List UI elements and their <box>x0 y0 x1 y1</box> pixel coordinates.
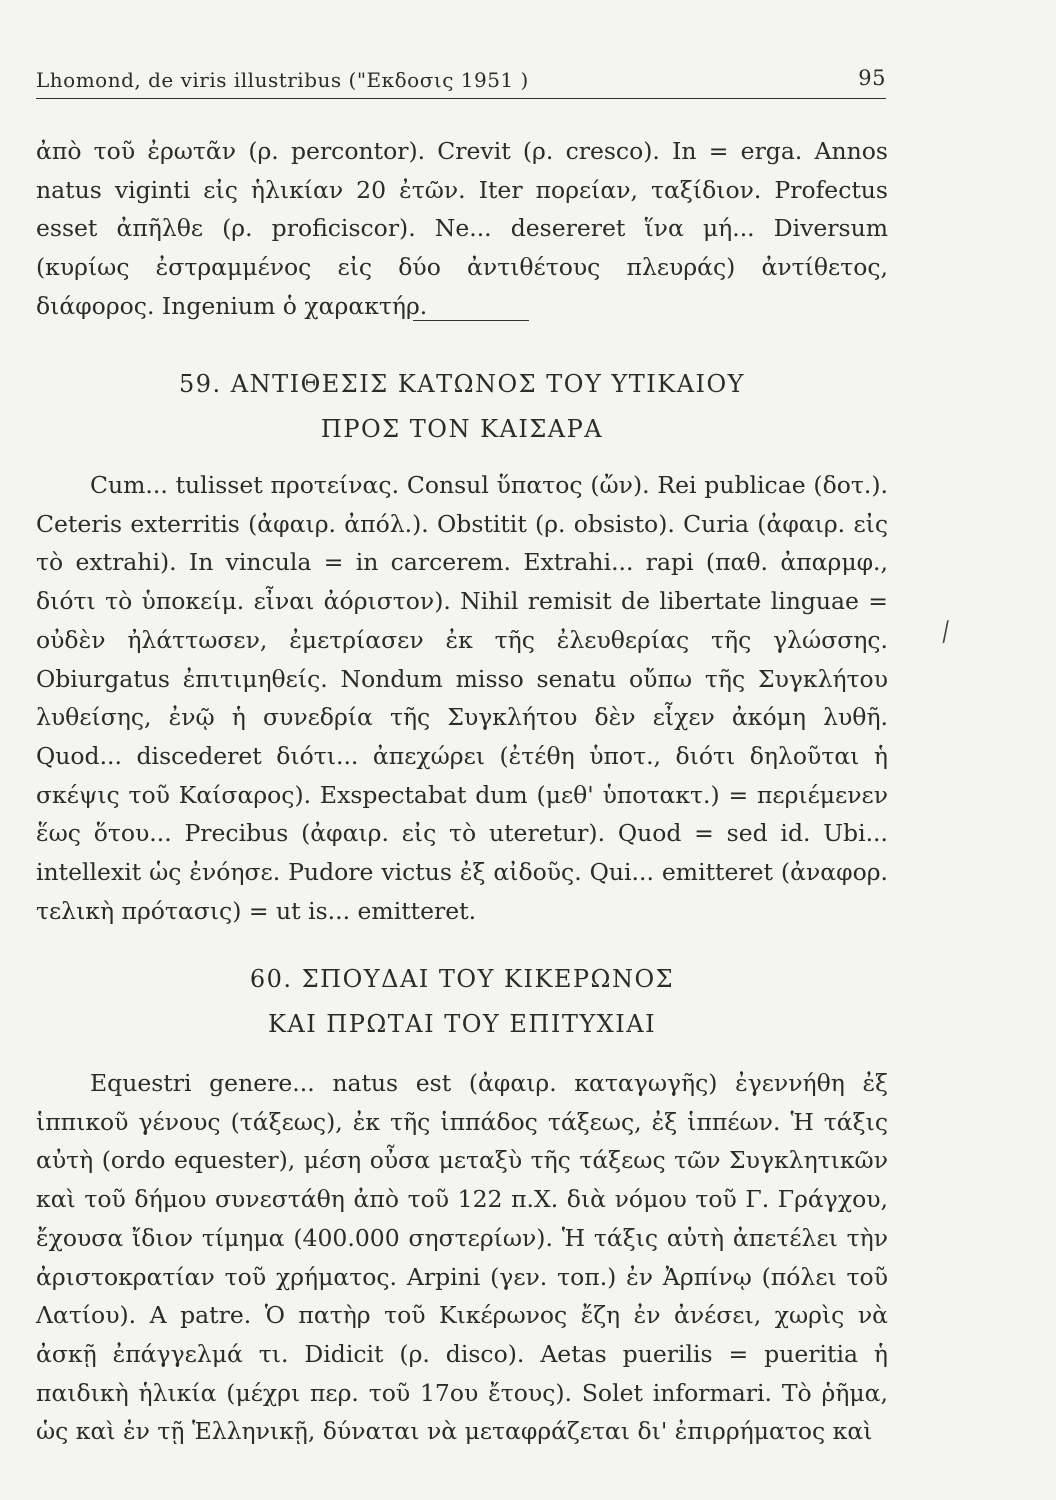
section-60-text: Equestri genere... natus est (ἀφαιρ. καταγωγῆς) ἐγεννήθη ἐξ ἱππικοῦ γένους (τάξεως), ἐκ τῆς ἱππάδος τάξεως, ἐξ ἱππέων. Ἡ τάξις αὐτὴ (ordo equester), μέση οὖσα μεταξὺ τῆς τάξεως τῶν Συγκλητικῶν καὶ τοῦ δήμου συνεστάθη ἀπὸ τοῦ 122 π.Χ. διὰ νόμου τοῦ Γ. Γράγχου, ἔχουσα ἴδιον τίμημα (400.000 σηστερίων). Ἡ τάξις αὐτὴ ἀπετέλει τὴν ἀριστοκρατίαν τοῦ χρήματος. Arpini (γεν. τοπ.) ἐν Ἀρπίνῳ (πόλει τοῦ Λατίου). A patre. Ὁ πατὴρ τοῦ Κικέρωνος ἔζη ἐν ἀνέσει, χωρὶς νὰ ἀσκῇ ἐπάγγελμά τι. Didicit (ρ. disco). Aetas puerilis = pueritia ἡ παιδικὴ ἡλικία (μέχρι περ. τοῦ 17ου ἔτους). Solet informari. Τὸ ῥῆμα, ὡς καὶ ἐν τῇ Ἑλληνικῇ, δύναται νὰ μεταφράζεται δι' ἐπιρρήματος καὶ <box>36 1069 888 1446</box>
running-title: Lhomond, de viris illustribus ("Εκδοσις 1951 ) <box>36 68 529 92</box>
section-59-title <box>36 362 888 452</box>
page-number: 95 <box>858 66 886 90</box>
section-60-title-line1: 60. ΣΠΟΥΔΑΙ ΤΟΥ ΚΙΚΕΡΩΝΟΣ <box>249 965 675 993</box>
section-60-title <box>36 957 888 1047</box>
margin-mark: ⁄ <box>939 618 954 648</box>
section-59-title-line1: 59. ΑΝΤΙΘΕΣΙΣ ΚΑΤΩΝΟΣ ΤΟΥ ΥΤΙΚΑΙΟΥ <box>178 370 746 398</box>
section-59-text: Cum... tulisset προτείνας. Consul ὕπατος (ὤν). Rei publicae (δοτ.). Ceteris exterritis (ἀφαιρ. ἀπόλ.). Obstitit (ρ. obsisto). Curia (ἀφαιρ. εἰς τὸ extrahi). In vincula = in carcerem. Extrahi... rapi (παθ. ἀπαρμφ., διότι τὸ ὑποκείμ. εἶναι ἀόριστον). Nihil remisit de libertate linguae = οὐδὲν ἠλάττωσεν, ἐμετρίασεν ἐκ τῆς ἐλευθερίας τῆς γλώσσης. Obiurgatus ἐπιτιμηθείς. Nondum misso senatu οὔπω τῆς Συγκλήτου λυθείσης, ἐνῷ ἡ συνεδρία τῆς Συγκλήτου δὲν εἶχεν ἀκόμη λυθῆ. Quod... discederet διότι... ἀπεχώρει (ἐτέθη ὑποτ., διότι δηλοῦται ἡ σκέψις τοῦ Καίσαρος). Exspectabat dum (μεθ' ὑποτακτ.) = περιέμενεν ἕως ὅτου... Precibus (ἀφαιρ. εἰς τὸ uteretur). Quod = sed id. Ubi... intellexit ὡς ἐνόησε. Pudore victus ἐξ αἰδοῦς. Qui... emitteret (ἀναφορ. τελικὴ πρότασις) = ut is... emitteret. <box>36 471 888 925</box>
intro-text: ἀπὸ τοῦ ἐρωτᾶν (ρ. percontor). Crevit (ρ. cresco). In = erga. Annos natus viginti εἰς ἡλικίαν 20 ἐτῶν. Iter πορείαν, ταξίδιον. Profectus esset ἀπῆλθε (ρ. proficiscor). Ne... desereret ἵνα μή... Diversum (κυρίως ἐστραμμένος εἰς δύο ἀντιθέτους πλευράς) ἀντίθετος, διάφορος. Ingenium ὁ χαρακτήρ. <box>36 137 888 320</box>
intro-paragraph <box>36 132 888 326</box>
section-60-body <box>36 1064 888 1451</box>
running-header <box>36 64 886 99</box>
section-59-title-line2: ΠΡΟΣ ΤΟΝ ΚΑΙΣΑΡΑ <box>320 415 604 443</box>
section-divider <box>413 320 529 321</box>
section-60-title-line2: ΚΑΙ ΠΡΩΤΑΙ ΤΟΥ ΕΠΙΤΥΧΙΑΙ <box>267 1010 657 1038</box>
section-59-body <box>36 466 888 930</box>
